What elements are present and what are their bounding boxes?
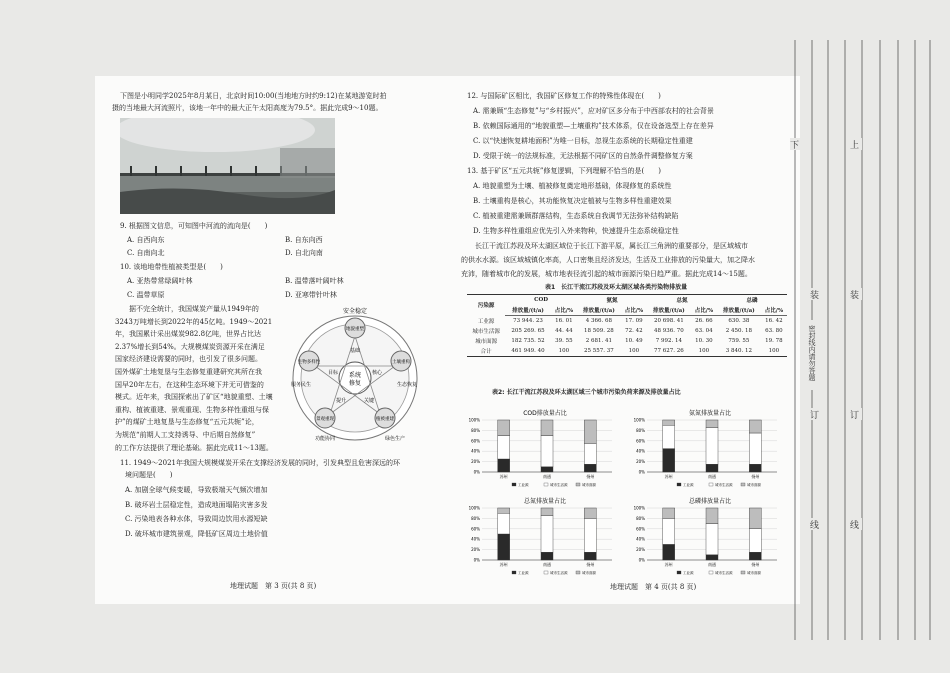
margin-label: 装 xyxy=(810,291,820,301)
q11-option-d[interactable]: D. 破坏城市建筑景观，降低矿区周边土地价值 xyxy=(125,530,268,538)
x-tick-label: 扬州 xyxy=(751,474,760,479)
legend-label: 城市生活源 xyxy=(550,571,568,575)
passage-line: 国外煤矿土地复垦与生态修复重建研究其所在我 xyxy=(115,368,262,376)
pollution-share-charts xyxy=(460,408,790,583)
passage-line: 3243万吨增长到2022年的45亿吨。1949～2021 xyxy=(115,317,273,326)
table1-title: 表1 长江干流江苏段及环太湖区域各类污染物排放量 xyxy=(545,284,688,291)
legend-swatch xyxy=(576,483,580,486)
passage-line: 重构、植被重建、景观重现、生物多样性重组与保 xyxy=(115,405,269,414)
q12-option-c[interactable]: C. 以“快速恢复耕地面积”为唯一目标，忽视生态系统的长期稳定性重建 xyxy=(473,137,693,145)
passage-line: 2.37%增长到54%。大规模煤炭资源开采在满足 xyxy=(115,342,265,351)
table-group-header: 氨氮 xyxy=(577,295,647,306)
passage-line: 为规范“前期人工支持诱导、中后期自然修复” xyxy=(115,431,256,439)
margin-label: 订 xyxy=(810,411,820,421)
bar-segment-工业源 xyxy=(541,467,553,472)
legend-label: 工业源 xyxy=(518,483,529,487)
bar-segment-城市面源 xyxy=(584,420,596,443)
table-cell: 2 450. 18 xyxy=(725,328,752,334)
q13-stem: 13. 基于矿区“五元共轭”修复逻辑，下列理解不恰当的是( ) xyxy=(467,167,661,175)
margin-label: 上 xyxy=(850,141,860,151)
y-tick-label: 20% xyxy=(471,459,480,465)
diagram-inner-label: 生物多样性 xyxy=(297,360,321,365)
table-cell: 17. 09 xyxy=(625,318,643,324)
table-group-header: COD xyxy=(505,295,577,306)
passage-line: 模式。近年来，我国探索出了矿区“地貌重塑、土壤 xyxy=(115,393,273,402)
x-tick-label: 扬州 xyxy=(751,562,760,567)
legend-swatch xyxy=(709,571,713,574)
bar-segment-城市面源 xyxy=(749,420,761,433)
x-tick-label: 苏州 xyxy=(664,562,673,567)
table-row-label: 城市生活源 xyxy=(472,329,500,335)
q9-option-a[interactable]: A. 自西向东 xyxy=(127,236,165,244)
legend-swatch xyxy=(544,483,548,486)
y-tick-label: 40% xyxy=(471,536,480,542)
diagram-outer-label: 生态恢复 xyxy=(397,382,418,388)
legend-label: 城市生活源 xyxy=(715,483,733,487)
y-tick-label: 0% xyxy=(638,469,645,475)
q9-option-d[interactable]: D. 自北向南 xyxy=(285,249,323,257)
chart-title: 总磷排放量占比 xyxy=(688,498,732,505)
bar-segment-工业源 xyxy=(663,544,675,560)
table-group-header: 总磷 xyxy=(717,295,787,306)
bar-segment-城市生活源 xyxy=(706,428,718,464)
table-cell: 39. 55 xyxy=(555,338,573,344)
x-tick-label: 苏州 xyxy=(499,474,508,479)
y-tick-label: 60% xyxy=(471,526,480,532)
table-cell: 630. 38 xyxy=(728,318,750,324)
y-tick-label: 0% xyxy=(473,557,480,563)
y-tick-label: 100% xyxy=(633,417,645,423)
bar-segment-城市生活源 xyxy=(541,436,553,467)
table-cell: 16. 42 xyxy=(765,318,783,324)
bar-segment-城市生活源 xyxy=(498,436,510,459)
right-page-footer: 地理试题 第 4 页(共 8 页) xyxy=(610,583,697,591)
y-tick-label: 40% xyxy=(636,536,645,542)
yangtze-passage-1: 长江干流江苏段及环太湖区域位于长江下游平原，属长江三角洲的重要部分，是区域城市 xyxy=(461,242,748,250)
table-cell: 26. 66 xyxy=(695,318,713,324)
table-cell: 461 949. 40 xyxy=(505,346,551,357)
table-cell: 16. 01 xyxy=(555,318,573,324)
legend-label: 工业源 xyxy=(518,571,529,575)
left-page-footer: 地理试题 第 3 页(共 8 页) xyxy=(230,582,317,590)
q10-option-b[interactable]: B. 温带落叶阔叶林 xyxy=(285,277,344,285)
table-sub-header: 排放量/(t/a) xyxy=(505,305,551,316)
bar-segment-工业源 xyxy=(584,552,596,560)
q13-option-b[interactable]: B. 土壤重构是核心，其功能恢复决定植被与生物多样性重建效果 xyxy=(473,197,672,205)
table-sub-header: 占比/% xyxy=(761,305,787,316)
legend-label: 城市面源 xyxy=(747,483,761,487)
q11-stem-1: 11. 1949～2021年我国大规模煤炭开采在支撑经济发展的同时，引发典型且危害深远的环 xyxy=(120,459,400,467)
table-row-label: 合计 xyxy=(467,346,505,357)
table-sub-header: 占比/% xyxy=(691,305,717,316)
margin-label: 订 xyxy=(850,411,860,421)
legend-swatch xyxy=(677,483,681,486)
bar-segment-城市生活源 xyxy=(541,516,553,552)
bar-segment-城市生活源 xyxy=(749,433,761,464)
table-row-label: 工业源 xyxy=(477,318,495,325)
bar-segment-城市面源 xyxy=(584,508,596,518)
legend-swatch xyxy=(544,571,548,574)
y-tick-label: 80% xyxy=(636,515,645,521)
diagram-mid-label: 核心 xyxy=(371,370,383,376)
bar-segment-工业源 xyxy=(749,464,761,472)
table-cell: 25 557. 37 xyxy=(577,346,621,357)
y-tick-label: 100% xyxy=(468,505,480,511)
q13-option-c[interactable]: C. 植被重建需兼顾群落结构，生态系统自我调节无法弥补结构缺陷 xyxy=(473,212,679,220)
passage-line: 据不完全统计，我国煤炭产量从1949年的 xyxy=(115,305,259,313)
table-cell: 100 xyxy=(551,346,577,357)
legend-swatch xyxy=(741,571,745,574)
y-tick-label: 80% xyxy=(636,427,645,433)
table-cell: 7 992. 14 xyxy=(655,338,682,344)
table-cell: 4 366. 68 xyxy=(585,318,613,324)
legend-label: 工业源 xyxy=(683,483,694,487)
bar-segment-工业源 xyxy=(706,464,718,472)
q10-option-a[interactable]: A. 亚热带常绿阔叶林 xyxy=(127,277,193,285)
bar-segment-工业源 xyxy=(498,534,510,560)
diagram-inner-label: 土壤重构 xyxy=(392,360,410,365)
table-cell: 73 944. 23 xyxy=(513,318,543,324)
intro-line-1: 下图是小明同学2025年8月某日，北京时间10:00(当地地方时约9:12)在某地游览时拍 xyxy=(120,92,387,100)
legend-label: 城市生活源 xyxy=(715,571,733,575)
passage-line: 护”的煤矿土地复垦与生态修复“五元共轭”论， xyxy=(115,418,259,427)
y-tick-label: 60% xyxy=(471,438,480,444)
q11-stem-2: 境问题是( ) xyxy=(125,471,173,479)
chart-set-title: 表2: 长江干流江苏段及环太湖区域三个城市污染负荷来源及排放量占比 xyxy=(492,389,681,396)
bar-segment-城市生活源 xyxy=(663,518,675,544)
y-tick-label: 0% xyxy=(638,557,645,563)
table-cell: 100 xyxy=(761,346,787,357)
q12-option-b[interactable]: B. 依赖国际通用的“地貌重塑—土壤重构”技术体系，仅在设备选型上存在差异 xyxy=(473,122,714,130)
table-cell: 3 840. 12 xyxy=(717,346,761,357)
table-cell: 72. 42 xyxy=(625,328,643,334)
chart-title: COD排放量占比 xyxy=(523,410,567,417)
table-sub-header: 排放量/(t/a) xyxy=(647,305,691,316)
legend-label: 城市面源 xyxy=(747,571,761,575)
table-cell: 63. 04 xyxy=(695,328,713,334)
margin-vertical-text: 密封线内请勿答题 xyxy=(808,325,816,381)
table-cell: 2 681. 41 xyxy=(585,338,613,344)
bar-segment-城市面源 xyxy=(706,508,718,524)
bar-segment-城市面源 xyxy=(749,508,761,529)
legend-label: 城市面源 xyxy=(582,571,596,575)
chart-title: 氨氮排放量占比 xyxy=(688,410,732,417)
legend-label: 工业源 xyxy=(683,571,694,575)
legend-swatch xyxy=(709,483,713,486)
diagram-top-label: 安全稳定 xyxy=(342,308,368,315)
table-cell: 10. 30 xyxy=(695,338,713,344)
table-cell: 182 735. 52 xyxy=(511,338,545,344)
y-tick-label: 20% xyxy=(636,547,645,553)
margin-label: 线 xyxy=(850,521,860,531)
x-tick-label: 苏州 xyxy=(499,562,508,567)
table-cell: 10. 49 xyxy=(625,338,643,344)
legend-swatch xyxy=(677,571,681,574)
table-row xyxy=(467,316,787,327)
q10-stem: 10. 该地地带性植被类型是( ) xyxy=(120,263,223,271)
q10-option-d[interactable]: D. 亚寒带针叶林 xyxy=(285,291,337,299)
q13-option-d[interactable]: D. 生物多样性重组应优先引入外来物种，快速提升生态系统稳定性 xyxy=(473,227,679,235)
bar-segment-城市面源 xyxy=(541,420,553,436)
passage-line: 国早20年左右，在这种生态环境下并无可借鉴的 xyxy=(115,380,264,389)
pollution-table xyxy=(467,294,787,357)
diagram-inner-label: 景观重现 xyxy=(316,417,334,422)
q12-option-d[interactable]: D. 受限于统一的法规标准，无法根据不同矿区的自然条件调整修复方案 xyxy=(473,152,693,160)
bar-segment-工业源 xyxy=(749,552,761,560)
table-row xyxy=(467,326,787,336)
diagram-outer-label: 绿色生产 xyxy=(385,436,406,442)
q12-option-a[interactable]: A. 需兼顾“生态修复”与“乡村振兴”，应对矿区多分布于中西部农村的社会背景 xyxy=(473,107,714,115)
q9-option-b[interactable]: B. 自东向西 xyxy=(285,236,323,244)
diagram-inner-label: 植被重建 xyxy=(376,417,394,422)
svg-text:系统: 系统 xyxy=(348,372,362,379)
x-tick-label: 南通 xyxy=(543,562,551,567)
bar-segment-城市生活源 xyxy=(663,425,675,448)
yangtze-passage-2: 的供水水源。该区域城镇化率高，人口密集且经济发达，生活及工业排放的污染量大，加之降水 xyxy=(461,256,755,264)
five-element-diagram xyxy=(285,306,425,446)
legend-swatch xyxy=(576,571,580,574)
table-cell: 48 936. 70 xyxy=(654,328,684,334)
table-row xyxy=(467,346,787,357)
bar-segment-城市生活源 xyxy=(584,443,596,464)
legend-label: 城市面源 xyxy=(582,483,596,487)
legend-label: 城市生活源 xyxy=(550,483,568,487)
table-cell: 100 xyxy=(691,346,717,357)
legend-swatch xyxy=(512,571,516,574)
table-cell: 18 509. 28 xyxy=(584,328,614,334)
q11-option-a[interactable]: A. 加剧全球气候变暖，导致极端天气频次增加 xyxy=(125,486,268,494)
y-tick-label: 60% xyxy=(636,526,645,532)
passage-line: 年，我国累计采出煤炭982.8亿吨，世界占比达 xyxy=(115,330,262,339)
bar-segment-工业源 xyxy=(498,459,510,472)
y-tick-label: 100% xyxy=(468,417,480,423)
table-cell: 63. 80 xyxy=(765,328,783,334)
table-row-label: 城市面源 xyxy=(475,339,498,345)
bar-segment-城市生活源 xyxy=(584,518,596,552)
legend-swatch xyxy=(512,483,516,486)
margin-label: 装 xyxy=(850,291,860,301)
table-cell: 19. 78 xyxy=(765,338,783,344)
table-cell: 77 627. 26 xyxy=(647,346,691,357)
diagram-inner-label: 地貌重塑 xyxy=(346,327,364,332)
table-cell: 205 269. 65 xyxy=(511,328,545,334)
margin-label: 下 xyxy=(790,141,800,151)
bar-segment-城市生活源 xyxy=(498,513,510,534)
x-tick-label: 扬州 xyxy=(586,474,595,479)
table-cell: 44. 44 xyxy=(555,328,573,334)
x-tick-label: 扬州 xyxy=(586,562,595,567)
y-tick-label: 40% xyxy=(636,448,645,454)
passage-line: 的工作方法提供了理论基础。据此完成11～13题。 xyxy=(115,443,273,452)
y-tick-label: 100% xyxy=(633,505,645,511)
x-tick-label: 南通 xyxy=(708,474,716,479)
svg-text:修复: 修复 xyxy=(348,380,362,387)
bar-segment-城市面源 xyxy=(663,420,675,425)
table-sub-header: 排放量/(t/a) xyxy=(577,305,621,316)
y-tick-label: 0% xyxy=(473,469,480,475)
bar-segment-工业源 xyxy=(541,552,553,560)
margin-label: 线 xyxy=(810,521,820,531)
y-tick-label: 20% xyxy=(636,459,645,465)
bar-segment-城市生活源 xyxy=(749,529,761,552)
binding-margin xyxy=(790,30,940,650)
x-tick-label: 南通 xyxy=(708,562,716,567)
bar-segment-工业源 xyxy=(584,464,596,472)
bar-segment-工业源 xyxy=(663,449,675,472)
table-group-header: 总氮 xyxy=(647,295,717,306)
table-row xyxy=(467,336,787,346)
bar-segment-城市面源 xyxy=(498,420,510,436)
q9-option-c[interactable]: C. 自南向北 xyxy=(127,249,165,257)
diagram-outer-label: 服务民生 xyxy=(291,382,312,388)
table-sub-header: 排放量/(t/a) xyxy=(717,305,761,316)
y-tick-label: 40% xyxy=(471,448,480,454)
x-tick-label: 南通 xyxy=(543,474,551,479)
bar-segment-城市面源 xyxy=(706,420,718,428)
passage-line: 国家经济建设需要的同时，也引发了很多问题。 xyxy=(115,355,262,364)
table-sub-header: 占比/% xyxy=(621,305,647,316)
q10-option-c[interactable]: C. 温带草原 xyxy=(127,291,165,299)
q12-stem: 12. 与国际矿区相比，我国矿区修复工作的特殊性体现在( ) xyxy=(467,92,661,100)
table-cell: 759. 55 xyxy=(728,338,750,344)
diagram-mid-label: 目标 xyxy=(327,370,339,376)
intro-line-2: 摄的当地最大河流照片，该地一年中的最大正午太阳高度为79.5°。据此完成9～10题。 xyxy=(112,104,383,112)
diagram-outer-label: 功能协同 xyxy=(315,436,336,442)
bar-segment-城市面源 xyxy=(498,508,510,513)
table-cell: 100 xyxy=(621,346,647,357)
table-sub-header: 占比/% xyxy=(551,305,577,316)
yangtze-passage-3: 充沛，随着城市化的发展，城市地表径流引起的城市面源污染日趋严重。据此完成14～15题。 xyxy=(461,270,752,278)
bar-segment-城市面源 xyxy=(663,508,675,518)
river-photo xyxy=(120,118,335,214)
diagram-mid-label: 提升 xyxy=(335,398,347,404)
diagram-mid-label: 关键 xyxy=(363,398,375,404)
chart-title: 总氮排放量占比 xyxy=(523,498,567,505)
bar-segment-城市面源 xyxy=(541,508,553,516)
diagram-mid-label: 基础 xyxy=(349,348,361,354)
legend-swatch xyxy=(741,483,745,486)
y-tick-label: 60% xyxy=(636,438,645,444)
q13-option-a[interactable]: A. 地貌重塑为土壤、植被修复奠定地形基础，体现修复的系统性 xyxy=(473,182,672,190)
q9-stem: 9. 根据图文信息，可知图中河流的流向是( ) xyxy=(120,222,268,230)
y-tick-label: 20% xyxy=(471,547,480,553)
x-tick-label: 苏州 xyxy=(664,474,673,479)
table-row-header: 污染源 xyxy=(467,295,505,316)
y-tick-label: 80% xyxy=(471,427,480,433)
river-bridge-image xyxy=(120,118,335,214)
y-tick-label: 80% xyxy=(471,515,480,521)
bar-segment-工业源 xyxy=(706,555,718,560)
q11-option-b[interactable]: B. 破坏岩土层稳定性，造成地面塌陷灾害多发 xyxy=(125,501,268,509)
q11-option-c[interactable]: C. 污染地表各种水体，导致周边饮用水源短缺 xyxy=(125,515,268,523)
bar-segment-城市生活源 xyxy=(706,524,718,555)
table-cell: 20 698. 41 xyxy=(654,318,684,324)
